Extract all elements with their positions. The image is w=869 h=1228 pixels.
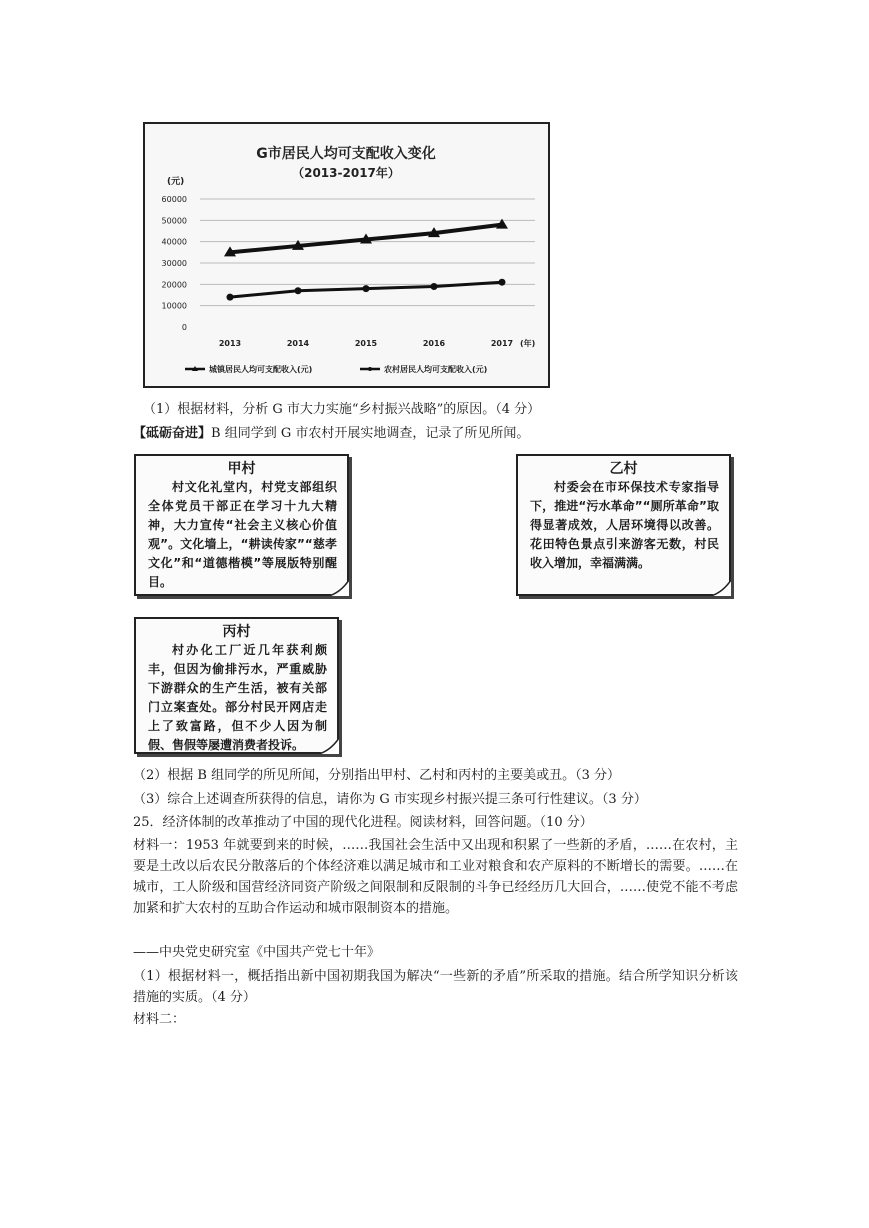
page-curl-icon: [329, 580, 349, 596]
x-tick-label: 2013: [218, 339, 242, 348]
y-tick-label: 20000: [161, 280, 187, 290]
legend-label: 农村居民人均可支配收入(元): [384, 365, 488, 374]
village-yi-title: 乙村: [609, 461, 638, 477]
data-point: [499, 279, 506, 286]
village-jia-note: [134, 454, 349, 596]
x-axis-unit: (年): [520, 339, 536, 348]
page-curl-icon: [711, 580, 731, 596]
legend-marker: [368, 367, 372, 371]
question-1: （1）根据材料，分析 G 市大力实施“乡村振兴战略”的原因。（4 分）: [143, 402, 541, 417]
question-25-1: （1）根据材料一，概括指出新中国初期我国为解决“一些新的矛盾”所采取的措施。结合所学知识分析该措施的实质。（4 分）: [133, 969, 738, 1005]
chart-plot: [145, 124, 548, 386]
material-1: 材料一：1953 年就要到来的时候，……我国社会生活中又出现和积累了一些新的矛盾，……在农村，主要是土改以后农民分散落后的个体经济难以满足城市和工业对粮食和农产原料的不断增长的需要。……在城市，工人阶级和国营经济同资产阶级之间限制和反限制的斗争已经经历几大回合，……使党不能不考虑加紧和扩大农村的互助合作运动和城市限制资本的措施。: [133, 838, 738, 916]
x-tick-label: 2016: [422, 339, 446, 348]
chart-title: G市居民人均可支配收入变化: [256, 146, 436, 162]
village-yi-text: 村委会在市环保技术专家指导下，推进“污水革命”“厕所革命”取得显著成效，人居环境得以改善。花田特色景点引来游客无数，村民收入增加，幸福满满。: [530, 480, 719, 570]
question-2: （2）根据 B 组同学的所见所闻，分别指出甲村、乙村和丙村的主要美或丑。（3 分）: [133, 768, 620, 783]
intro-bracket: 【砥砺奋进】: [133, 426, 212, 441]
y-axis-unit: (元): [167, 177, 185, 187]
data-point: [295, 287, 302, 294]
data-point: [363, 285, 370, 292]
legend-label: 城镇居民人均可支配收入(元): [209, 365, 313, 374]
x-tick-label: 2017: [490, 339, 514, 348]
investigation-intro: [133, 424, 529, 444]
page-curl-icon: [319, 738, 339, 754]
y-tick-label: 60000: [161, 195, 187, 204]
y-tick-label: 10000: [161, 301, 187, 311]
village-jia-title: 甲村: [227, 461, 256, 477]
income-chart: [143, 122, 550, 388]
village-bing-text: 村办化工厂近几年获利颇丰，但因为偷排污水，严重威胁下游群众的生产生活，被有关部门立案查处。部分村民开网店走上了致富路，但不少人因为制假、售假等屡遭消费者投诉。: [148, 643, 327, 752]
material-1-source: ——中央党史研究室《中国共产党七十年》: [133, 945, 381, 960]
village-bing-title: 丙村: [222, 624, 251, 640]
data-point: [431, 283, 438, 290]
y-tick-label: 0: [181, 323, 187, 332]
data-point: [227, 294, 234, 301]
village-jia-text: 村文化礼堂内，村党支部组织全体党员干部正在学习十九大精神，大力宣传“社会主义核心价值观”。文化墙上，“耕读传家”“慈孝文化”和“道德楷模”等展版特别醒目。: [148, 480, 337, 589]
intro-text: B 组同学到 G 市农村开展实地调查，记录了所见所闻。: [211, 426, 530, 441]
question-25: 25．经济体制的改革推动了中国的现代化进程。阅读材料，回答问题。（10 分）: [133, 815, 593, 830]
village-yi-note: [516, 454, 731, 596]
question-3: （3）综合上述调查所获得的信息，请你为 G 市实现乡村振兴提三条可行性建议。（3 分）: [133, 792, 647, 807]
x-tick-label: 2014: [286, 339, 310, 348]
chart-subtitle: （2013-2017年）: [292, 166, 400, 180]
village-bing-note: [134, 617, 339, 754]
material-2-label: 材料二：: [133, 1012, 186, 1027]
x-tick-label: 2015: [354, 339, 378, 348]
y-tick-label: 30000: [161, 259, 187, 268]
y-tick-label: 50000: [161, 216, 187, 226]
y-tick-label: 40000: [161, 237, 187, 247]
